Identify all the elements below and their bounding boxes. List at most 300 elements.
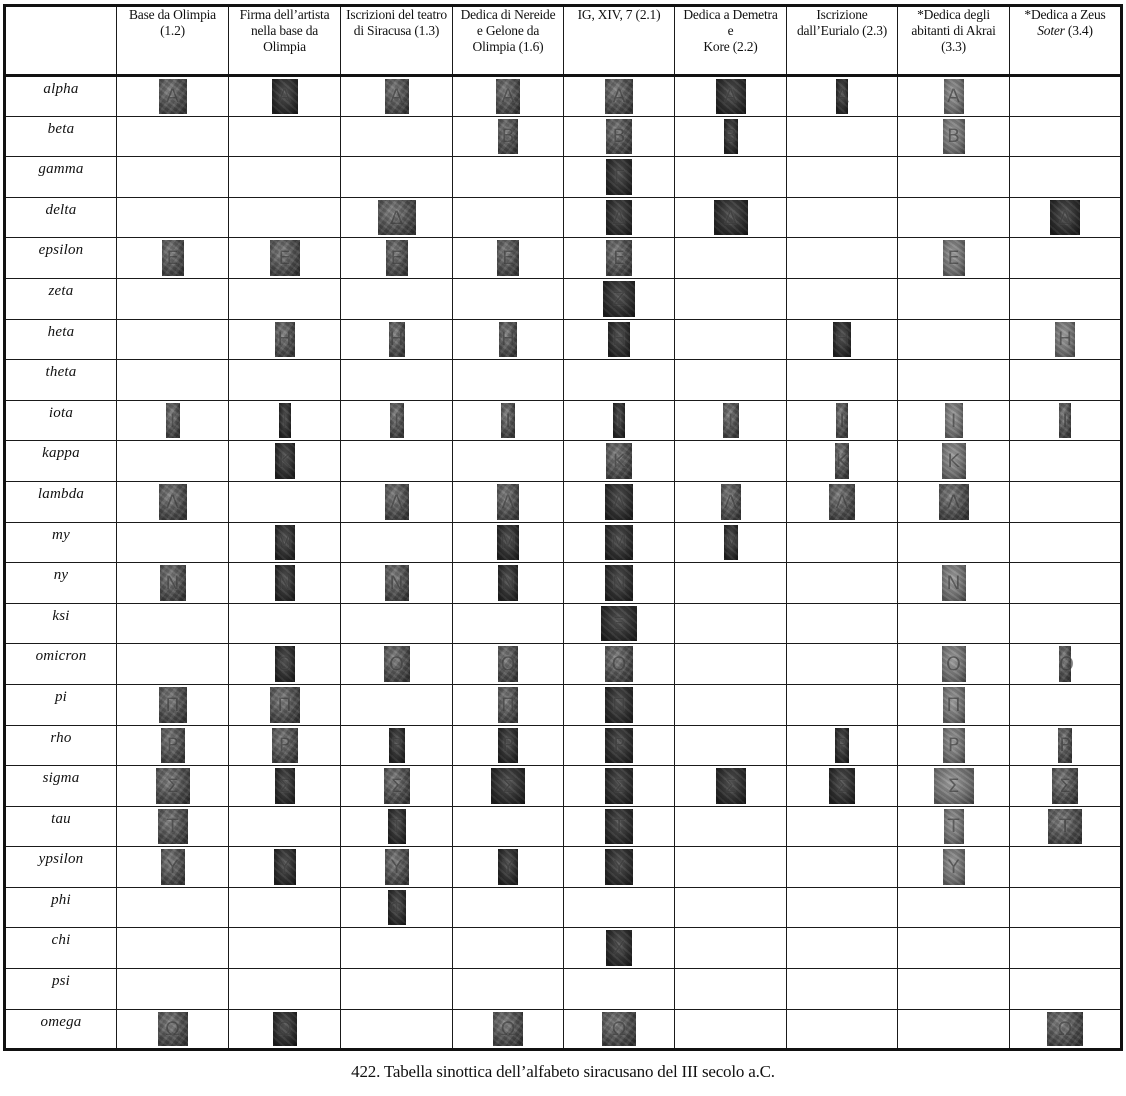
glyph-cell xyxy=(229,481,341,522)
inscription-glyph-photo xyxy=(501,403,515,439)
glyph-cell xyxy=(453,766,564,807)
glyph-cell xyxy=(341,522,453,563)
glyph-cell xyxy=(341,400,453,441)
glyph-cell xyxy=(675,603,787,644)
glyph-cell xyxy=(117,563,229,604)
glyph-letter-trace: Υ xyxy=(390,856,403,879)
inscription-glyph-photo xyxy=(158,1012,188,1047)
glyph-letter-trace: Ε xyxy=(501,247,514,270)
glyph-letter-trace: Δ xyxy=(612,206,626,229)
glyph-cell xyxy=(229,319,341,360)
glyph-cell xyxy=(229,1009,341,1050)
inscription-glyph-photo xyxy=(270,240,300,276)
glyph-letter-trace: Ι xyxy=(1062,409,1068,432)
inscription-glyph-photo xyxy=(160,565,186,601)
inscription-glyph-photo xyxy=(388,809,406,845)
glyph-letter-trace: Ι xyxy=(281,409,288,432)
glyph-letter-trace: Α xyxy=(724,85,737,108)
glyph-letter-trace: Σ xyxy=(278,774,291,797)
glyph-letter-trace: Β xyxy=(612,125,626,148)
glyph-cell xyxy=(453,76,564,117)
glyph-cell xyxy=(229,928,341,969)
inscription-glyph-photo xyxy=(944,809,964,845)
glyph-letter-trace: Ρ xyxy=(502,734,514,757)
glyph-letter-trace: Ξ xyxy=(612,612,625,635)
column-header-label: Iscrizione dall’Eurialo (2.3) xyxy=(796,7,888,38)
glyph-cell xyxy=(117,238,229,279)
glyph-cell xyxy=(229,76,341,117)
glyph-cell xyxy=(453,847,564,888)
column-header-label: *Dedica degli abitanti di Akrai (3.3) xyxy=(911,7,996,54)
glyph-letter-trace: Π xyxy=(946,693,961,716)
glyph-letter-trace: Δ xyxy=(724,206,737,229)
glyph-cell xyxy=(117,806,229,847)
inscription-glyph-photo xyxy=(606,240,632,276)
glyph-cell xyxy=(1010,684,1122,725)
glyph-cell xyxy=(1010,644,1122,685)
glyph-letter-trace: Β xyxy=(723,125,738,148)
glyph-letter-trace: Ν xyxy=(389,571,404,594)
table-row xyxy=(5,238,1122,279)
glyph-cell xyxy=(564,725,675,766)
inscription-glyph-photo xyxy=(384,768,410,804)
inscription-glyph-photo xyxy=(943,119,965,155)
glyph-cell xyxy=(898,603,1010,644)
glyph-letter-trace: Ο xyxy=(500,653,516,676)
glyph-cell xyxy=(675,806,787,847)
glyph-cell xyxy=(341,1009,453,1050)
glyph-letter-trace: Π xyxy=(277,693,292,716)
glyph-letter-trace: Λ xyxy=(612,490,626,513)
inscription-glyph-photo xyxy=(390,403,404,439)
column-header-6 xyxy=(675,6,787,76)
inscription-glyph-photo xyxy=(498,119,518,155)
glyph-letter-trace: Α xyxy=(166,85,179,108)
glyph-letter-trace: Ε xyxy=(390,247,403,270)
glyph-cell xyxy=(341,76,453,117)
glyph-letter-trace: Ω xyxy=(277,1017,292,1040)
column-header-label: Dedica a Demetra e Kore (2.2) xyxy=(683,7,778,54)
inscription-glyph-photo xyxy=(835,443,849,479)
glyph-cell xyxy=(117,481,229,522)
glyph-cell xyxy=(898,887,1010,928)
glyph-cell xyxy=(1010,928,1122,969)
letter-name-cell: omega xyxy=(5,1009,117,1050)
glyph-cell xyxy=(787,1009,898,1050)
glyph-cell xyxy=(675,441,787,482)
glyph-cell xyxy=(117,76,229,117)
glyph-cell xyxy=(1010,441,1122,482)
letter-name-cell: tau xyxy=(5,806,117,847)
glyph-cell xyxy=(117,116,229,157)
glyph-cell xyxy=(117,441,229,482)
glyph-cell xyxy=(898,76,1010,117)
table-row xyxy=(5,563,1122,604)
glyph-cell xyxy=(229,238,341,279)
inscription-glyph-photo xyxy=(497,525,519,561)
inscription-glyph-photo xyxy=(162,240,184,276)
glyph-cell xyxy=(564,847,675,888)
glyph-cell xyxy=(675,563,787,604)
inscription-glyph-photo xyxy=(934,768,974,804)
inscription-glyph-photo xyxy=(498,849,518,885)
letter-name-cell: heta xyxy=(5,319,117,360)
inscription-glyph-photo xyxy=(602,1012,636,1047)
inscription-glyph-photo xyxy=(1059,646,1074,682)
glyph-cell xyxy=(787,197,898,238)
glyph-cell xyxy=(229,766,341,807)
glyph-cell xyxy=(898,684,1010,725)
inscription-glyph-photo xyxy=(606,443,632,479)
glyph-cell xyxy=(564,887,675,928)
glyph-letter-trace: Α xyxy=(836,85,849,108)
inscription-glyph-photo xyxy=(159,79,187,114)
glyph-letter-trace: Ρ xyxy=(1059,734,1071,757)
glyph-cell xyxy=(341,847,453,888)
column-header-label-part: (3.4) xyxy=(1064,23,1093,38)
letter-name-cell: my xyxy=(5,522,117,563)
glyph-letter-trace: Ο xyxy=(611,653,627,676)
inscription-glyph-photo xyxy=(716,768,746,804)
glyph-cell xyxy=(341,441,453,482)
glyph-cell xyxy=(1010,766,1122,807)
glyph-cell xyxy=(898,238,1010,279)
glyph-cell xyxy=(229,684,341,725)
inscription-glyph-photo xyxy=(384,646,410,682)
table-row xyxy=(5,806,1122,847)
inscription-glyph-photo xyxy=(605,79,633,114)
glyph-cell xyxy=(1010,157,1122,198)
glyph-cell xyxy=(453,522,564,563)
glyph-cell xyxy=(229,725,341,766)
glyph-letter-trace: Ο xyxy=(1059,653,1074,676)
inscription-glyph-photo xyxy=(945,403,963,439)
table-body xyxy=(5,76,1122,1050)
glyph-cell xyxy=(229,644,341,685)
glyph-letter-trace: Σ xyxy=(612,774,625,797)
glyph-cell xyxy=(229,603,341,644)
glyph-cell xyxy=(1010,360,1122,401)
letter-name-cell: rho xyxy=(5,725,117,766)
inscription-glyph-photo xyxy=(942,646,966,682)
glyph-cell xyxy=(229,278,341,319)
inscription-glyph-photo xyxy=(605,809,633,845)
glyph-cell xyxy=(787,278,898,319)
glyph-cell xyxy=(117,644,229,685)
glyph-cell xyxy=(1010,969,1122,1010)
inscription-glyph-photo xyxy=(386,240,408,276)
glyph-cell xyxy=(1010,563,1122,604)
glyph-cell xyxy=(117,197,229,238)
glyph-letter-trace: Υ xyxy=(947,856,960,879)
glyph-letter-trace: Σ xyxy=(390,774,403,797)
glyph-cell xyxy=(675,522,787,563)
inscription-glyph-photo xyxy=(275,322,295,358)
glyph-cell xyxy=(787,684,898,725)
inscription-glyph-photo xyxy=(166,403,180,439)
inscription-glyph-photo xyxy=(498,565,518,601)
glyph-cell xyxy=(117,928,229,969)
glyph-cell xyxy=(787,76,898,117)
glyph-letter-trace: Ν xyxy=(611,571,627,594)
column-header-8 xyxy=(898,6,1010,76)
glyph-cell xyxy=(1010,603,1122,644)
glyph-cell xyxy=(898,522,1010,563)
glyph-letter-trace: Ι xyxy=(505,409,511,432)
glyph-cell xyxy=(341,603,453,644)
column-header-4 xyxy=(453,6,564,76)
glyph-letter-trace: Δ xyxy=(1058,206,1072,229)
glyph-letter-trace: Ρ xyxy=(836,734,848,757)
inscription-glyph-photo xyxy=(498,687,518,723)
glyph-letter-trace: Λ xyxy=(724,490,737,513)
glyph-letter-trace: Η xyxy=(1057,328,1073,351)
column-header-label: IG, XIV, 7 (2.1) xyxy=(577,7,661,22)
glyph-letter-trace: Τ xyxy=(1059,815,1071,838)
inscription-glyph-photo xyxy=(493,1012,523,1047)
inscription-glyph-photo xyxy=(385,565,409,601)
inscription-glyph-photo xyxy=(273,1012,297,1047)
table-row xyxy=(5,684,1122,725)
glyph-cell xyxy=(341,725,453,766)
inscription-glyph-photo xyxy=(1052,768,1078,804)
glyph-letter-trace: Κ xyxy=(947,450,960,473)
glyph-cell xyxy=(564,766,675,807)
inscription-glyph-photo xyxy=(942,565,966,601)
glyph-cell xyxy=(675,319,787,360)
glyph-cell xyxy=(341,887,453,928)
glyph-letter-trace: Ε xyxy=(612,247,625,270)
inscription-glyph-photo xyxy=(721,484,741,520)
glyph-letter-trace: Ω xyxy=(611,1017,627,1040)
glyph-cell xyxy=(229,157,341,198)
glyph-cell xyxy=(341,806,453,847)
glyph-cell xyxy=(229,806,341,847)
glyph-letter-trace: Η xyxy=(500,328,516,351)
inscription-glyph-photo xyxy=(158,809,188,845)
inscription-glyph-photo xyxy=(605,525,633,561)
glyph-cell xyxy=(564,238,675,279)
glyph-letter-trace: Τ xyxy=(390,815,403,838)
glyph-cell xyxy=(1010,197,1122,238)
glyph-cell xyxy=(453,441,564,482)
glyph-cell xyxy=(787,400,898,441)
inscription-glyph-photo xyxy=(714,200,748,236)
inscription-glyph-photo xyxy=(385,484,409,520)
inscription-glyph-photo xyxy=(716,79,746,114)
glyph-cell xyxy=(453,116,564,157)
column-header-2 xyxy=(229,6,341,76)
glyph-cell xyxy=(453,644,564,685)
inscription-glyph-photo xyxy=(943,849,965,885)
glyph-cell xyxy=(453,725,564,766)
glyph-cell xyxy=(1010,522,1122,563)
inscription-glyph-photo xyxy=(1050,200,1080,236)
table-row xyxy=(5,319,1122,360)
glyph-cell xyxy=(787,522,898,563)
glyph-cell xyxy=(1010,319,1122,360)
inscription-glyph-photo xyxy=(1055,322,1075,358)
glyph-cell xyxy=(898,928,1010,969)
glyph-cell xyxy=(898,766,1010,807)
glyph-letter-trace: Ρ xyxy=(166,734,179,757)
inscription-glyph-photo xyxy=(272,79,298,114)
inscription-glyph-photo xyxy=(275,443,295,479)
glyph-cell xyxy=(787,806,898,847)
glyph-cell xyxy=(787,969,898,1010)
inscription-glyph-photo xyxy=(491,768,525,804)
glyph-letter-trace: Σ xyxy=(835,774,848,797)
glyph-cell xyxy=(341,116,453,157)
inscription-glyph-photo xyxy=(275,768,295,804)
letter-name-cell: delta xyxy=(5,197,117,238)
inscription-glyph-photo xyxy=(606,159,632,195)
glyph-cell xyxy=(675,157,787,198)
letter-name-cell: epsilon xyxy=(5,238,117,279)
glyph-cell xyxy=(787,887,898,928)
glyph-letter-trace: Ο xyxy=(946,653,961,676)
glyph-cell xyxy=(675,116,787,157)
glyph-letter-trace: Α xyxy=(278,85,291,108)
synoptic-alphabet-table xyxy=(3,4,1123,1051)
glyph-letter-trace: Α xyxy=(501,85,515,108)
glyph-cell xyxy=(1010,806,1122,847)
glyph-cell xyxy=(341,278,453,319)
glyph-cell xyxy=(453,481,564,522)
glyph-cell xyxy=(229,400,341,441)
glyph-cell xyxy=(229,197,341,238)
inscription-glyph-photo xyxy=(605,565,633,601)
letter-name-cell: ny xyxy=(5,563,117,604)
glyph-cell xyxy=(453,278,564,319)
glyph-letter-trace: Ι xyxy=(950,409,957,432)
glyph-letter-trace: Ρ xyxy=(390,734,403,757)
inscription-glyph-photo xyxy=(272,728,298,764)
inscription-glyph-photo xyxy=(829,484,855,520)
glyph-letter-trace: Ε xyxy=(278,247,291,270)
inscription-glyph-photo xyxy=(161,849,185,885)
column-header-9 xyxy=(1010,6,1122,76)
column-header-1 xyxy=(117,6,229,76)
letter-name-cell: chi xyxy=(5,928,117,969)
glyph-cell xyxy=(787,847,898,888)
glyph-letter-trace: Λ xyxy=(501,490,515,513)
glyph-cell xyxy=(564,1009,675,1050)
glyph-letter-trace: Ε xyxy=(947,247,960,270)
inscription-glyph-photo xyxy=(497,484,519,520)
inscription-glyph-photo xyxy=(378,200,416,236)
glyph-cell xyxy=(1010,481,1122,522)
inscription-glyph-photo xyxy=(605,768,633,804)
glyph-cell xyxy=(675,481,787,522)
glyph-cell xyxy=(564,806,675,847)
glyph-cell xyxy=(675,928,787,969)
glyph-cell xyxy=(675,400,787,441)
glyph-letter-trace: Ν xyxy=(165,571,180,594)
glyph-letter-trace: Η xyxy=(389,328,404,351)
letter-name-cell: lambda xyxy=(5,481,117,522)
glyph-letter-trace: Η xyxy=(277,328,292,351)
glyph-cell xyxy=(341,481,453,522)
glyph-letter-trace: Η xyxy=(611,328,627,351)
glyph-cell xyxy=(1010,116,1122,157)
glyph-cell xyxy=(675,684,787,725)
inscription-glyph-photo xyxy=(944,79,964,114)
glyph-cell xyxy=(117,319,229,360)
glyph-cell xyxy=(675,644,787,685)
glyph-letter-trace: Σ xyxy=(724,774,737,797)
glyph-cell xyxy=(787,766,898,807)
glyph-cell xyxy=(675,847,787,888)
letter-name-cell: omicron xyxy=(5,644,117,685)
glyph-letter-trace: Ι xyxy=(616,409,622,432)
glyph-cell xyxy=(117,847,229,888)
glyph-cell xyxy=(898,441,1010,482)
glyph-letter-trace: Ρ xyxy=(947,734,960,757)
table-row xyxy=(5,603,1122,644)
glyph-letter-trace: Η xyxy=(834,328,850,351)
table-row xyxy=(5,481,1122,522)
glyph-cell xyxy=(898,847,1010,888)
glyph-cell xyxy=(787,116,898,157)
letter-name-cell: sigma xyxy=(5,766,117,807)
glyph-cell xyxy=(564,76,675,117)
inscription-glyph-photo xyxy=(1059,403,1071,439)
letter-name-cell: zeta xyxy=(5,278,117,319)
inscription-glyph-photo xyxy=(156,768,190,804)
glyph-letter-trace: Β xyxy=(501,125,515,148)
letter-name-cell: iota xyxy=(5,400,117,441)
inscription-glyph-photo xyxy=(270,687,300,723)
glyph-cell xyxy=(1010,76,1122,117)
glyph-cell xyxy=(564,684,675,725)
glyph-cell xyxy=(117,969,229,1010)
glyph-letter-trace: Υ xyxy=(166,856,179,879)
inscription-glyph-photo xyxy=(836,79,848,114)
letter-name-cell: psi xyxy=(5,969,117,1010)
column-header-3 xyxy=(341,6,453,76)
glyph-cell xyxy=(564,644,675,685)
glyph-cell xyxy=(341,684,453,725)
glyph-cell xyxy=(1010,847,1122,888)
glyph-letter-trace: Ο xyxy=(389,653,404,676)
glyph-cell xyxy=(675,278,787,319)
glyph-cell xyxy=(117,360,229,401)
inscription-glyph-photo xyxy=(498,728,518,764)
inscription-glyph-photo xyxy=(497,240,519,276)
inscription-glyph-photo xyxy=(279,403,291,439)
glyph-cell xyxy=(117,400,229,441)
glyph-letter-trace: Ι xyxy=(839,409,845,432)
glyph-letter-trace: Υ xyxy=(502,856,514,879)
glyph-cell xyxy=(898,157,1010,198)
inscription-glyph-photo xyxy=(499,322,517,358)
header-corner-cell xyxy=(5,6,117,76)
glyph-letter-trace: Λ xyxy=(947,490,960,513)
glyph-letter-trace: Ν xyxy=(500,571,516,594)
glyph-cell xyxy=(117,603,229,644)
inscription-glyph-photo xyxy=(161,728,185,764)
inscription-glyph-photo xyxy=(275,565,295,601)
glyph-cell xyxy=(564,278,675,319)
glyph-cell xyxy=(898,969,1010,1010)
glyph-letter-trace: Σ xyxy=(947,774,960,797)
inscription-glyph-photo xyxy=(613,403,625,439)
glyph-letter-trace: Δ xyxy=(390,206,403,229)
glyph-cell xyxy=(229,522,341,563)
glyph-letter-trace: Α xyxy=(947,85,960,108)
table-row xyxy=(5,644,1122,685)
